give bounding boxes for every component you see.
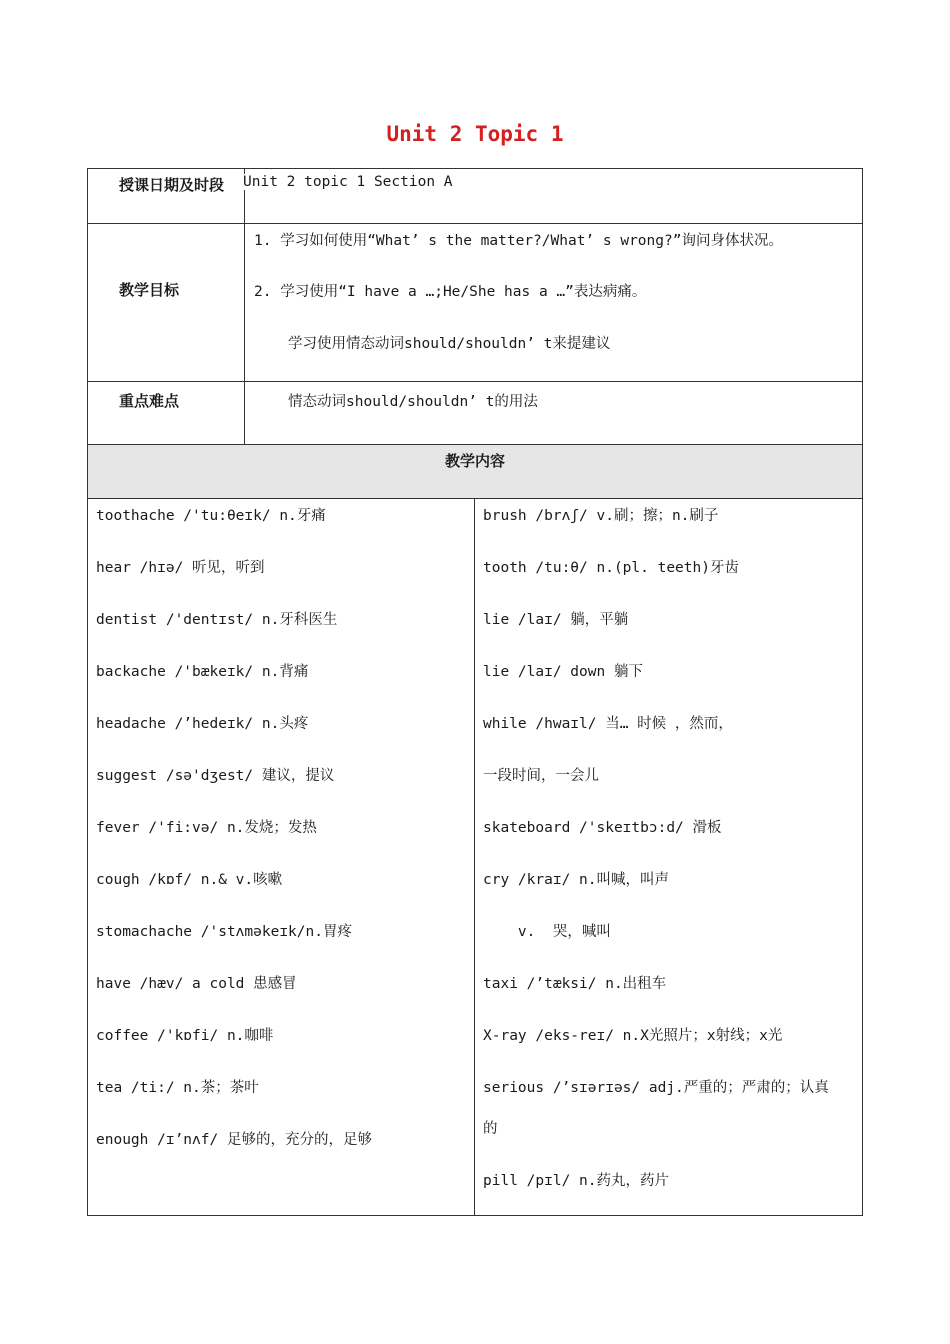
vocab-item: backache /'bækeɪk/ n.背痛 [96,664,309,680]
vocab-item: have /hæv/ a cold 患感冒 [96,976,297,992]
vocab-item: hear /hɪə/ 听见，听到 [96,560,265,576]
vocab-item: serious /’sɪərɪəs/ adj.严重的；严肃的；认真 [483,1080,829,1096]
row-divider [88,444,862,445]
content-header: 教学内容 [444,452,505,470]
vocab-item: tooth /tu:θ/ n.(pl. teeth)牙齿 [483,560,739,576]
vocab-column-divider [474,499,475,1216]
vocab-item: cry /kraɪ/ n.叫喊，叫声 [483,872,669,888]
vocab-item: skateboard /'skeɪtbɔ:d/ 滑板 [483,820,722,836]
vocab-item: X-ray /eks-reɪ/ n.X光照片；x射线；x光 [483,1028,783,1044]
vocab-item: lie /laɪ/ 躺，平躺 [483,612,629,628]
vocab-item: fever /'fi:və/ n.发烧；发热 [96,820,317,836]
vocab-item: enough /ɪ’nʌf/ 足够的，充分的，足够 [96,1132,372,1148]
vocab-item: coffee /'kɒfi/ n.咖啡 [96,1028,274,1044]
goal-item: 1. 学习如何使用“What’ s the matter?/What’ s wrong?”询问身体状况。 [254,233,783,249]
vocab-item: toothache /'tu:θeɪk/ n.牙痛 [96,508,326,524]
vocab-item: dentist /'dentɪst/ n.牙科医生 [96,612,338,628]
lesson-table [87,168,863,1216]
goals-label: 教学目标 [119,281,180,299]
vocab-item: headache /’hedeɪk/ n.头疼 [96,716,309,732]
vocab-item: brush /brʌʃ/ v.刷；擦；n.刷子 [483,508,719,524]
vocab-item: suggest /sə'dʒest/ 建议，提议 [96,768,335,784]
document-title: Unit 2 Topic 1 [386,122,564,146]
vocab-item: cough /kɒf/ n.& v.咳嗽 [96,872,283,888]
date-label: 授课日期及时段 [119,176,225,194]
goal-item: 2. 学习使用“I have a …;He/She has a …”表达病痛。 [254,284,647,300]
vocab-item: v. 哭，喊叫 [483,924,611,940]
goal-item: 学习使用情态动词should/shouldn’ t来提建议 [288,336,611,352]
vocab-item: lie /laɪ/ down 躺下 [483,664,643,680]
vocab-item: taxi /’tæksi/ n.出租车 [483,976,667,992]
vocab-item: pill /pɪl/ n.药丸，药片 [483,1173,669,1189]
row-divider [88,498,862,499]
vocab-item: tea /ti:/ n.茶；茶叶 [96,1080,259,1096]
row-divider [88,381,862,382]
key-points-value: 情态动词should/shouldn’ t的用法 [288,394,538,410]
vocab-item: stomachache /'stʌməkeɪk/n.胃疼 [96,924,352,940]
vocab-item: 一段时间，一会儿 [483,768,599,784]
label-column-divider [244,169,245,444]
vocab-item: 的 [483,1121,498,1137]
row-divider [88,223,862,224]
key-points-label: 重点难点 [119,392,180,410]
date-value: Unit 2 topic 1 Section A [243,174,453,190]
vocab-item: while /hwaɪl/ 当… 时候 ，然而， [483,716,733,732]
